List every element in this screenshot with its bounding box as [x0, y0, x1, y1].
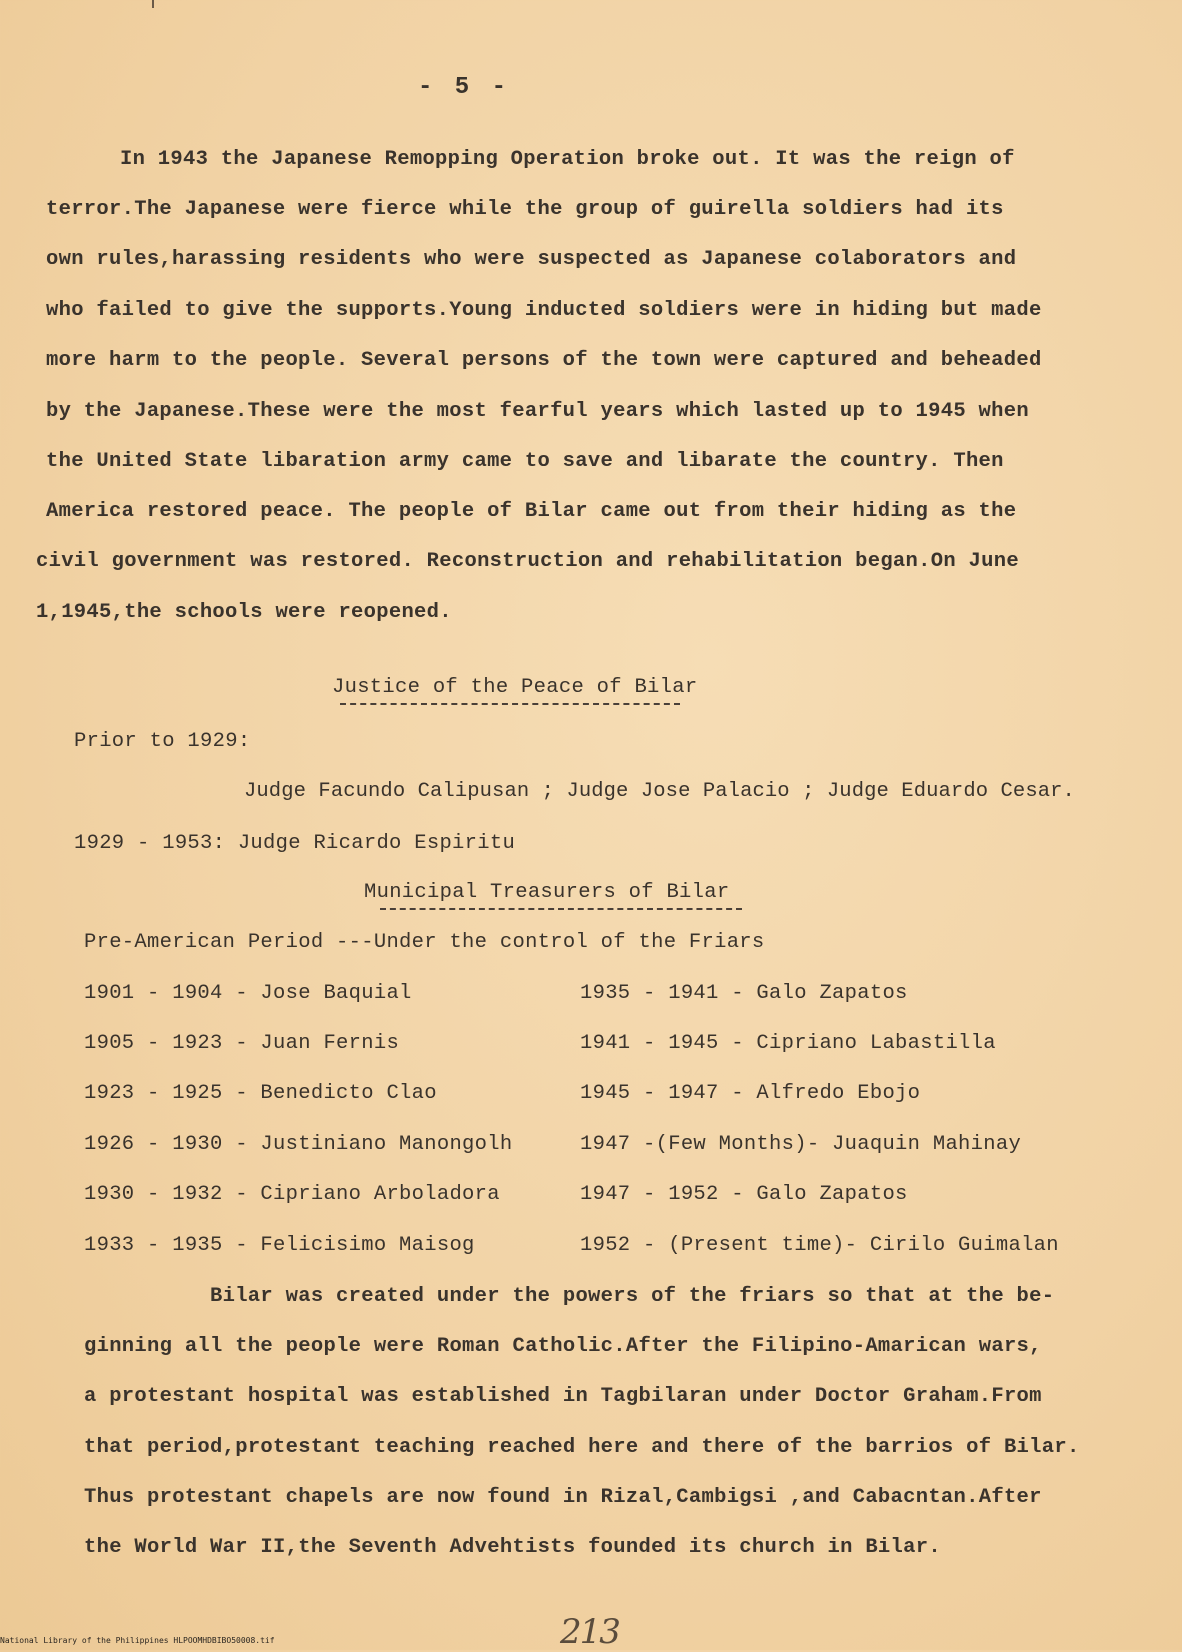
handwritten-page-number: 213 — [560, 1612, 619, 1652]
edge-mark — [152, 0, 154, 8]
treasurer-left: 1933 - 1935 - Felicisimo Maisog — [84, 1234, 475, 1257]
treasurer-right: 1935 - 1941 - Galo Zapatos — [580, 982, 908, 1005]
judge-1929-1953: 1929 - 1953: Judge Ricardo Espiritu — [74, 832, 516, 855]
treasurer-left: 1923 - 1925 - Benedicto Clao — [84, 1082, 437, 1105]
text-line: civil government was restored. Reconstruction and rehabilitation began.On June — [36, 550, 1019, 573]
treasurers-heading: Municipal Treasurers of Bilar — [364, 881, 730, 904]
text-line: own rules,harassing residents who were suspected as Japanese colaborators and — [46, 248, 1017, 271]
treasurer-left: 1930 - 1932 - Cipriano Arboladora — [84, 1183, 500, 1206]
text-line: that period,protestant teaching reached here and there of the barrios of Bilar. — [84, 1436, 1080, 1459]
pre-american-period: Pre-American Period ---Under the control of the Friars — [84, 931, 765, 954]
text-line: America restored peace. The people of Bilar came out from their hiding as the — [46, 500, 1017, 523]
justice-heading: Justice of the Peace of Bilar — [332, 676, 698, 699]
treasurer-right: 1947 - 1952 - Galo Zapatos — [580, 1183, 908, 1206]
treasurer-right: 1947 -(Few Months)- Juaquin Mahinay — [580, 1133, 1022, 1156]
text-line: the World War II,the Seventh Advehtists founded its church in Bilar. — [84, 1536, 941, 1559]
archive-footer: National Library of the Philippines HLPOOMHDBIBO50008.tif — [0, 1636, 275, 1645]
prior-label: Prior to 1929: — [74, 730, 251, 753]
treasurer-right: 1941 - 1945 - Cipriano Labastilla — [580, 1032, 996, 1055]
text-line: the United State libaration army came to save and libarate the country. Then — [46, 450, 1004, 473]
treasurer-right: 1945 - 1947 - Alfredo Ebojo — [580, 1082, 921, 1105]
heading-underline — [380, 908, 742, 910]
text-line: more harm to the people. Several persons of the town were captured and beheaded — [46, 349, 1042, 372]
heading-underline — [340, 703, 680, 705]
text-line: terror.The Japanese were fierce while the group of guirella soldiers had its — [46, 198, 1004, 221]
treasurer-left: 1926 - 1930 - Justiniano Manongolh — [84, 1133, 513, 1156]
text-line: Bilar was created under the powers of the friars so that at the be- — [210, 1285, 1055, 1308]
text-line: In 1943 the Japanese Remopping Operation broke out. It was the reign of — [120, 148, 1015, 171]
treasurer-left: 1901 - 1904 - Jose Baquial — [84, 982, 412, 1005]
text-line: by the Japanese.These were the most fearful years which lasted up to 1945 when — [46, 400, 1029, 423]
text-line: a protestant hospital was established in Tagbilaran under Doctor Graham.From — [84, 1385, 1042, 1408]
treasurer-left: 1905 - 1923 - Juan Fernis — [84, 1032, 400, 1055]
text-line: ginning all the people were Roman Catholic.After the Filipino-Amarican wars, — [84, 1335, 1042, 1358]
page-number: - 5 - — [418, 74, 511, 101]
treasurer-right: 1952 - (Present time)- Cirilo Guimalan — [580, 1234, 1059, 1257]
text-line: 1,1945,the schools were reopened. — [36, 601, 452, 624]
text-line: who failed to give the supports.Young inducted soldiers were in hiding but made — [46, 299, 1042, 322]
text-line: Thus protestant chapels are now found in Rizal,Cambigsi ,and Cabacntan.After — [84, 1486, 1042, 1509]
prior-judges: Judge Facundo Calipusan ; Judge Jose Palacio ; Judge Eduardo Cesar. — [244, 780, 1075, 803]
